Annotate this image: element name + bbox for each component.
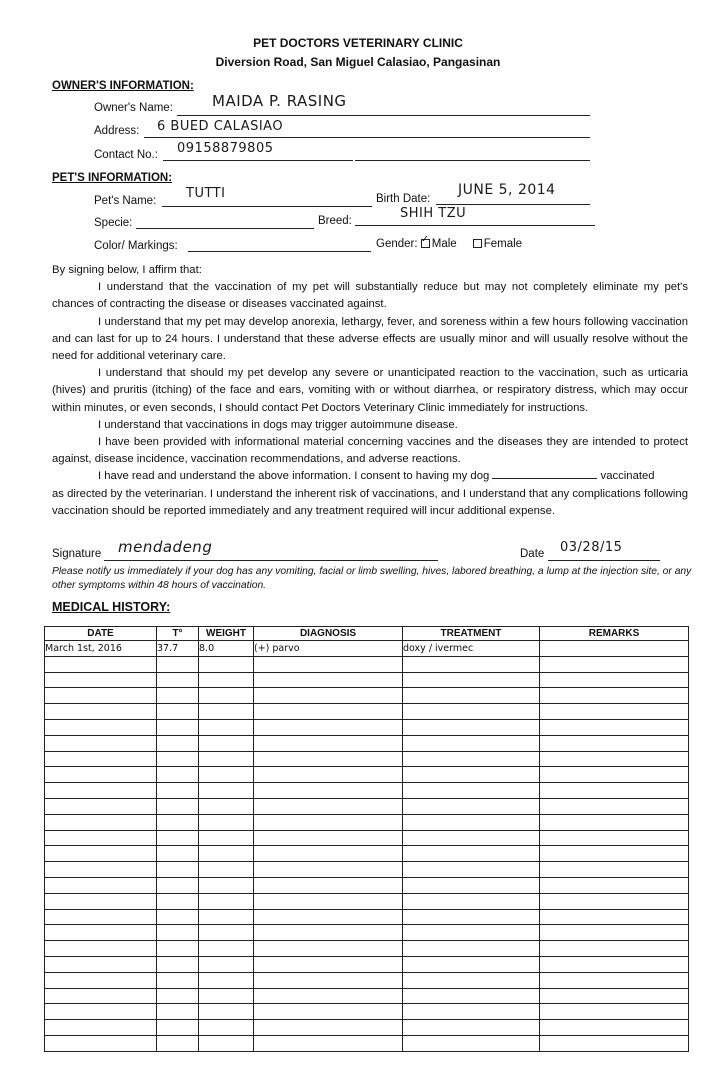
column-header: WEIGHT [199,627,254,641]
table-row [45,814,689,830]
owner-name-line [177,115,590,116]
table-cell[interactable] [199,704,254,720]
table-row [45,941,689,957]
table-cell[interactable] [45,972,157,988]
address-line [144,137,590,138]
column-header: DATE [45,627,157,641]
table-cell[interactable] [45,783,157,799]
table-cell[interactable] [157,688,199,704]
pet-section-title: PET'S INFORMATION: [52,172,173,184]
table-cell[interactable] [254,1004,403,1020]
breed-line [355,225,595,226]
table-cell[interactable] [157,751,199,767]
table-cell[interactable] [254,704,403,720]
table-cell[interactable]: March 1st, 2016 [45,641,157,657]
consent-dog-text: I have read and understand the above information. I consent to having my dog [98,470,490,483]
table-row [45,830,689,846]
table-cell[interactable] [199,672,254,688]
table-cell[interactable] [540,925,689,941]
table-header-row [45,627,689,641]
medical-history-table [44,626,689,1052]
table-cell[interactable] [157,972,199,988]
table-cell[interactable] [199,988,254,1004]
table-cell[interactable] [157,988,199,1004]
male-checkbox[interactable] [421,239,430,248]
owner-section-title: OWNER'S INFORMATION: [52,80,194,92]
table-body [45,641,689,1052]
table-cell[interactable] [45,893,157,909]
table-cell[interactable] [254,846,403,862]
table-cell[interactable] [157,719,199,735]
table-cell[interactable] [254,688,403,704]
table-cell[interactable] [157,656,199,672]
gender-label: Gender: [376,238,418,250]
specie-label: Specie: [94,217,133,229]
table-cell[interactable] [254,656,403,672]
table-cell[interactable] [403,862,540,878]
column-header: TREATMENT [403,627,540,641]
table-row [45,925,689,941]
table-cell[interactable] [254,1035,403,1051]
table-cell[interactable] [157,1004,199,1020]
table-cell[interactable] [254,988,403,1004]
table-row [45,972,689,988]
table-cell[interactable] [45,956,157,972]
table-row [45,719,689,735]
table-cell[interactable] [403,719,540,735]
birth-date-field[interactable]: JUNE 5, 2014 [458,182,556,198]
birth-date-line [436,204,590,205]
table-cell[interactable] [540,830,689,846]
table-cell[interactable] [403,877,540,893]
consent-paragraph-2: I understand that my pet may develop anorexia, lethargy, fever, and soreness within a few hours following vaccination and can last for up to 24 hours. I understand that these adverse effects are usually minor and will usually resolve without the need for additional veterinary care. [52,315,688,363]
table-row [45,846,689,862]
table-cell[interactable] [157,1020,199,1036]
consent-paragraph-7: as directed by the veterinarian. I understand the inherent risk of vaccinations, and I understand that any complications following vaccination should be reported immediately and any treatment required will incur additional expense. [52,487,688,517]
breed-label: Breed: [318,215,352,227]
table-row [45,988,689,1004]
table-cell[interactable] [403,688,540,704]
table-cell[interactable] [199,798,254,814]
table-cell[interactable]: 8.0 [199,641,254,657]
table-row [45,783,689,799]
table-cell[interactable] [157,814,199,830]
table-row [45,877,689,893]
table-cell[interactable] [157,798,199,814]
table-row [45,956,689,972]
color-markings-label: Color/ Markings: [94,240,178,252]
clinic-address: Diversion Road, San Miguel Calasiao, Pangasinan [215,55,501,69]
table-row [45,909,689,925]
date-line [548,560,660,561]
table-cell[interactable] [540,719,689,735]
table-cell[interactable] [540,641,689,657]
table-row [45,1035,689,1051]
table-cell[interactable] [45,862,157,878]
contact-label: Contact No.: [94,149,158,161]
table-cell[interactable] [157,925,199,941]
table-cell[interactable] [199,735,254,751]
table-cell[interactable] [540,672,689,688]
column-header: DIAGNOSIS [254,627,403,641]
table-cell[interactable] [157,956,199,972]
table-cell[interactable] [403,893,540,909]
table-cell[interactable] [540,988,689,1004]
table-cell[interactable] [403,783,540,799]
table-cell[interactable] [199,656,254,672]
table-cell[interactable] [540,1020,689,1036]
signature-label: Signature [52,548,102,560]
consent-paragraph-5: I have been provided with informational material concerning vaccines and the diseases they are intended to protect against, disease incidence, vaccination recommendations, and adverse reactions. [52,436,688,466]
signature-field[interactable]: mendadeng [118,538,213,556]
table-cell[interactable] [540,956,689,972]
table-cell[interactable] [157,767,199,783]
table-cell[interactable] [403,704,540,720]
table-cell[interactable] [45,925,157,941]
table-cell[interactable] [403,1004,540,1020]
table-row [45,862,689,878]
table-cell[interactable] [540,877,689,893]
table-row [45,656,689,672]
table-cell[interactable] [254,941,403,957]
table-cell[interactable] [403,735,540,751]
table-row [45,735,689,751]
consent-intro: By signing below, I affirm that: [52,264,202,276]
table-cell[interactable] [45,814,157,830]
table-cell[interactable] [199,767,254,783]
table-cell[interactable] [45,704,157,720]
table-cell[interactable] [45,909,157,925]
table-row [45,688,689,704]
table-row [45,751,689,767]
table-cell[interactable] [254,798,403,814]
table-cell[interactable] [540,862,689,878]
date-label: Date [520,548,545,560]
table-cell[interactable]: (+) parvo [254,641,403,657]
table-cell[interactable] [540,1004,689,1020]
table-cell[interactable] [157,704,199,720]
table-row [45,641,689,657]
consent-text [52,262,688,520]
table-cell[interactable] [45,751,157,767]
table-cell[interactable] [199,1020,254,1036]
table-cell[interactable]: doxy / ivermec [403,641,540,657]
table-cell[interactable] [199,925,254,941]
table-cell[interactable] [540,909,689,925]
table-cell[interactable] [157,846,199,862]
table-row [45,798,689,814]
pet-name-line [162,206,372,207]
table-cell[interactable] [157,941,199,957]
table-cell[interactable] [540,767,689,783]
table-cell[interactable] [254,783,403,799]
table-cell[interactable] [403,988,540,1004]
table-cell[interactable] [45,830,157,846]
pet-name-field[interactable]: TUTTI [186,186,226,201]
table-cell[interactable] [403,909,540,925]
table-cell[interactable] [403,751,540,767]
table-cell[interactable] [157,783,199,799]
table-cell[interactable] [45,1004,157,1020]
table-cell[interactable] [45,656,157,672]
table-cell[interactable] [403,925,540,941]
birth-date-label: Birth Date: [376,193,431,205]
table-cell[interactable] [540,893,689,909]
table-cell[interactable] [540,751,689,767]
table-cell[interactable] [157,877,199,893]
table-cell[interactable] [45,846,157,862]
table-cell[interactable] [403,1035,540,1051]
female-checkbox[interactable] [473,239,482,248]
table-cell[interactable] [540,846,689,862]
table-cell[interactable] [540,798,689,814]
table-cell[interactable] [157,1035,199,1051]
table-row [45,767,689,783]
table-row [45,1004,689,1020]
table-cell[interactable] [45,719,157,735]
table-cell[interactable] [254,719,403,735]
table-row [45,893,689,909]
table-cell[interactable] [199,862,254,878]
table-cell[interactable] [540,688,689,704]
column-header: REMARKS [540,627,689,641]
table-cell[interactable] [45,688,157,704]
gender-group [376,238,522,250]
table-cell[interactable] [540,656,689,672]
table-cell[interactable] [403,672,540,688]
clinic-name: PET DOCTORS VETERINARY CLINIC [253,36,463,50]
table-cell[interactable] [403,972,540,988]
table-cell[interactable] [157,909,199,925]
table-cell[interactable] [45,798,157,814]
color-markings-line [188,251,371,252]
table-cell[interactable] [254,909,403,925]
table-row [45,672,689,688]
table-cell[interactable] [157,735,199,751]
table-cell[interactable] [254,672,403,688]
consent-paragraph-6 [52,468,688,485]
table-cell[interactable] [199,688,254,704]
consent-paragraph-3: I understand that should my pet develop any severe or unanticipated reaction to the vaccination, such as urticaria (hives) and pruritis (itching) of the face and ears, vomiting with or without diarrhea, or respiratory distress, which may occur within minutes, or even seconds, I should contact Pet Doctors Veterinary Clinic immediately for instructions. [52,367,688,414]
table-cell[interactable] [199,783,254,799]
table-cell[interactable] [199,909,254,925]
table-cell[interactable] [157,672,199,688]
pet-name-label: Pet's Name: [94,195,157,207]
table-cell[interactable] [45,1020,157,1036]
address-field[interactable]: 6 BUED CALASIAO [157,119,284,134]
table-cell[interactable] [45,767,157,783]
female-label: Female [483,238,523,250]
table-cell[interactable] [540,941,689,957]
table-cell[interactable] [403,656,540,672]
breed-field[interactable]: SHIH TZU [400,206,467,221]
table-cell[interactable] [254,1020,403,1036]
table-cell[interactable] [199,877,254,893]
table-cell[interactable] [254,830,403,846]
table-cell[interactable] [45,672,157,688]
table-cell[interactable] [254,956,403,972]
table-cell[interactable] [157,862,199,878]
table-cell[interactable] [254,751,403,767]
table-cell[interactable] [403,956,540,972]
address-label: Address: [94,125,140,137]
table-row [45,1020,689,1036]
table-cell[interactable] [254,862,403,878]
medical-history-title: MEDICAL HISTORY: [52,600,171,614]
table-cell[interactable] [199,719,254,735]
table-cell[interactable] [199,751,254,767]
table-cell[interactable] [45,1035,157,1051]
table-cell[interactable] [403,1020,540,1036]
date-field[interactable]: 03/28/15 [560,540,623,555]
table-cell[interactable] [199,941,254,957]
table-cell[interactable] [540,814,689,830]
contact-line-2 [355,160,590,161]
consent-paragraph-1: I understand that the vaccination of my pet will substantially reduce but may not completely eliminate my pet's chances of contracting the disease or diseases vaccinated against. [52,281,688,311]
table-cell[interactable] [254,814,403,830]
table-cell[interactable] [403,767,540,783]
table-cell[interactable] [199,956,254,972]
contact-line [163,160,353,161]
table-cell[interactable] [540,704,689,720]
consent-dog-blank[interactable] [492,468,597,479]
owner-name-label: Owner's Name: [94,102,173,114]
table-cell[interactable] [403,846,540,862]
table-cell[interactable] [254,925,403,941]
notification-note: Please notify us immediately if your dog has any vomiting, facial or limb swelling, hives, labored breathing, a lump at the injection site, or any other symptoms within 48 hours of vaccination. [52,566,692,591]
owner-name-field[interactable]: MAIDA P. RASING [212,92,347,110]
table-cell[interactable] [199,893,254,909]
table-cell[interactable] [45,941,157,957]
table-cell[interactable] [199,1004,254,1020]
table-cell[interactable] [540,1035,689,1051]
table-cell[interactable] [540,735,689,751]
table-row [45,704,689,720]
table-cell[interactable] [403,798,540,814]
signature-line [104,560,438,561]
table-cell[interactable] [199,846,254,862]
consent-vaccinated-text: vaccinated [600,470,655,483]
table-cell[interactable] [403,941,540,957]
table-cell[interactable] [45,735,157,751]
table-cell[interactable] [254,893,403,909]
table-cell[interactable] [199,830,254,846]
table-cell[interactable]: 37.7 [157,641,199,657]
contact-field[interactable]: 09158879805 [177,141,274,156]
table-cell[interactable] [199,1035,254,1051]
table-cell[interactable] [254,972,403,988]
table-cell[interactable] [403,814,540,830]
table-cell[interactable] [45,988,157,1004]
column-header: T° [157,627,199,641]
male-label: Male [431,238,457,250]
table-cell[interactable] [199,814,254,830]
consent-paragraph-4: I understand that vaccinations in dogs may trigger autoimmune disease. [98,418,458,431]
table-cell[interactable] [540,972,689,988]
table-cell[interactable] [403,830,540,846]
table-cell[interactable] [254,767,403,783]
table-cell[interactable] [254,877,403,893]
table-cell[interactable] [254,735,403,751]
table-cell[interactable] [540,783,689,799]
table-cell[interactable] [199,972,254,988]
table-cell[interactable] [45,877,157,893]
table-cell[interactable] [157,893,199,909]
table-cell[interactable] [157,830,199,846]
specie-line [136,228,314,229]
